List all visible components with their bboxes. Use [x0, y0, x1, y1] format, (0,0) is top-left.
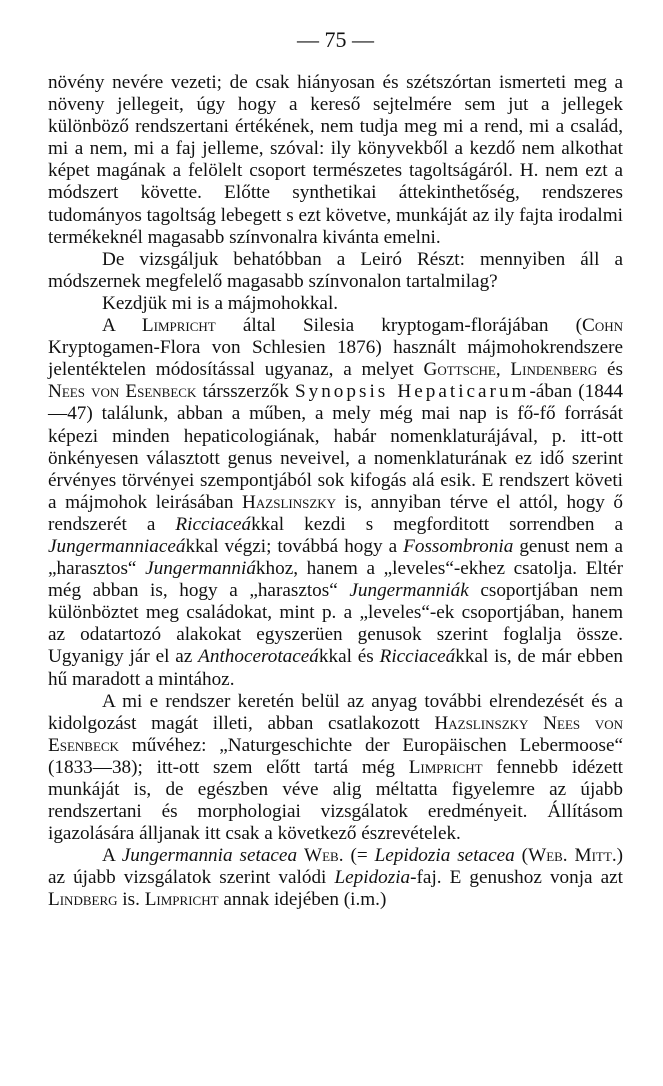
text-segment: ) az újabb vizsgálatok szerint valódi: [48, 845, 624, 889]
styled-text-segment: Lindenberg: [510, 359, 598, 381]
paragraph: [48, 249, 623, 293]
text-segment: és: [597, 359, 624, 381]
paragraph: [48, 293, 623, 315]
text-segment: [568, 845, 575, 866]
styled-text-segment: Lindberg: [48, 889, 118, 911]
text-segment: Kryptogamen-Flora von Schlesien 1876) használt májmohokrendszere jelentéktelen módosítással ugyanaz, a melyet: [48, 337, 623, 381]
styled-text-segment: Cohn: [582, 315, 623, 337]
text-segment: [297, 845, 304, 866]
text-segment: (: [514, 845, 529, 867]
styled-text-segment: Anthocerotaceá: [198, 646, 319, 668]
text-segment: (=: [343, 845, 375, 867]
styled-text-segment: Nees von Esenbeck: [48, 712, 624, 756]
styled-text-segment: Web.: [303, 845, 344, 867]
body-text: [48, 72, 623, 912]
paragraph: [48, 315, 623, 691]
text-segment: kkal is, de már ebben hű maradott a mintához.: [48, 646, 623, 690]
text-segment: A mi e rendszer keretén belül az anyag további elrendezését és a kidolgozást magát illeti, abban csatlakozott: [48, 690, 623, 734]
styled-text-segment: Jungermanniaceá: [48, 535, 186, 557]
styled-text-segment: Lepidozia: [334, 867, 411, 889]
styled-text-segment: Hazslinszky: [434, 712, 529, 734]
text-segment: művéhez: „Naturgeschichte der Europäischen Lebermoose“ (1833—38); itt-ott szem előtt tartá még: [48, 734, 623, 778]
text-segment: kkal és: [318, 646, 380, 668]
styled-text-segment: Ricciaceá: [175, 513, 252, 535]
styled-text-segment: Nees von Esenbeck: [48, 381, 197, 403]
paragraph: [48, 845, 623, 911]
styled-text-segment: Jungermanniá: [145, 558, 256, 580]
styled-text-segment: Hazslinszky: [242, 491, 337, 513]
text-segment: kkal végzi; továbbá hogy a: [185, 535, 404, 557]
styled-text-segment: Mitt.: [574, 845, 617, 867]
text-segment: Kezdjük mi is a májmohokkal.: [102, 292, 339, 314]
text-segment: kkal kezdi s megforditott sorrendben a: [251, 513, 623, 535]
text-segment: annak idejében (i.m.): [218, 889, 387, 911]
text-segment: társszerzők: [196, 381, 295, 403]
styled-text-segment: Limpricht: [141, 315, 216, 337]
paragraph: [48, 72, 623, 249]
text-segment: növény nevére vezeti; de csak hiányosan és szétszórtan ismerteti meg a növeny jellegeit, úgy hogy a kereső sejtelmére sem jut a jellegek különböző rendszertani értékének, nem tudja meg mi a rend, mi a család, mi a nem, mi a faj jelleme, szóval: ily könyvekből a kezdő nem alkothat képet magának a felölelt csoport természetes tagoltságáról. H. nem ezt a módszert követte. Előtte synthetikai áttekinthetőség, rendszeres tudományos tagoltság lebegett s ezt követve, munkáját az ily fajta irodalmi termékeknél magasabb színvonalra kivánta emelni.: [48, 72, 623, 248]
text-segment: khoz, hanem a „leveles“-ekhez csatolja. Eltér még abban is, hogy a „harasztos“: [48, 558, 623, 602]
styled-text-segment: Jungermannia setacea: [121, 845, 298, 867]
text-segment: ,: [495, 359, 511, 381]
text-segment: -faj. E genushoz vonja azt: [410, 867, 623, 889]
paragraph: [48, 691, 623, 846]
styled-text-segment: Lepidozia setacea: [374, 845, 515, 867]
styled-text-segment: Ricciaceá: [379, 646, 456, 668]
text-segment: is, annyiban térve el attól, hogy ő rendszerét a: [48, 491, 623, 535]
styled-text-segment: Limpricht: [144, 889, 219, 911]
text-segment: -ában (1844—47) találunk, abban a műben, a mely még mai nap is fő-fő forrását képezi minden hepaticologiának, habár nomenklaturájával, p. itt-ott önkényesen választott genus neveivel, a nomenklaturának ez idő szerint érvényes törvényei szempontjából sok kifogás alá esik. E rendszert követi a májmohok leirásában: [48, 381, 623, 513]
text-segment: genust nem a „harasztos“: [48, 535, 623, 580]
text-segment: A: [102, 845, 122, 867]
styled-text-segment: Fossombronia: [403, 535, 514, 557]
styled-text-segment: Limpricht: [408, 756, 483, 778]
text-segment: [528, 713, 543, 734]
text-segment: által Silesia kryptogam-florájában (: [215, 315, 583, 337]
text-segment: A: [102, 315, 142, 337]
text-segment: De vizsgáljuk behatóbban a Leiró Részt: mennyiben áll a módszernek megfelelő magasabb színvonalon tartalmilag?: [48, 248, 623, 292]
styled-text-segment: Jungermanniák: [349, 580, 469, 602]
text-segment: csoportjában nem különböztet meg családokat, mint p. a „leveles“-ek csoportjában, hanem az odatartozó alakokat egyszerüen genusok szerint foglalja össze. Ugyanigy jár el az: [48, 580, 624, 668]
page-number: — 75 —: [297, 27, 374, 52]
styled-text-segment: Gottsche: [423, 359, 496, 381]
styled-text-segment: Web.: [528, 845, 568, 867]
styled-text-segment: Synopsis Hepaticarum: [294, 381, 530, 403]
text-segment: fennebb idézett munkáját is, de egészben véve alig méltatta figyelemre az újabb rendszertani és morphologiai vizsgálatok eredményeit. Állításom igazolására álljanak itt csak a következő észrevételek.: [48, 756, 623, 845]
text-segment: is.: [117, 889, 145, 911]
